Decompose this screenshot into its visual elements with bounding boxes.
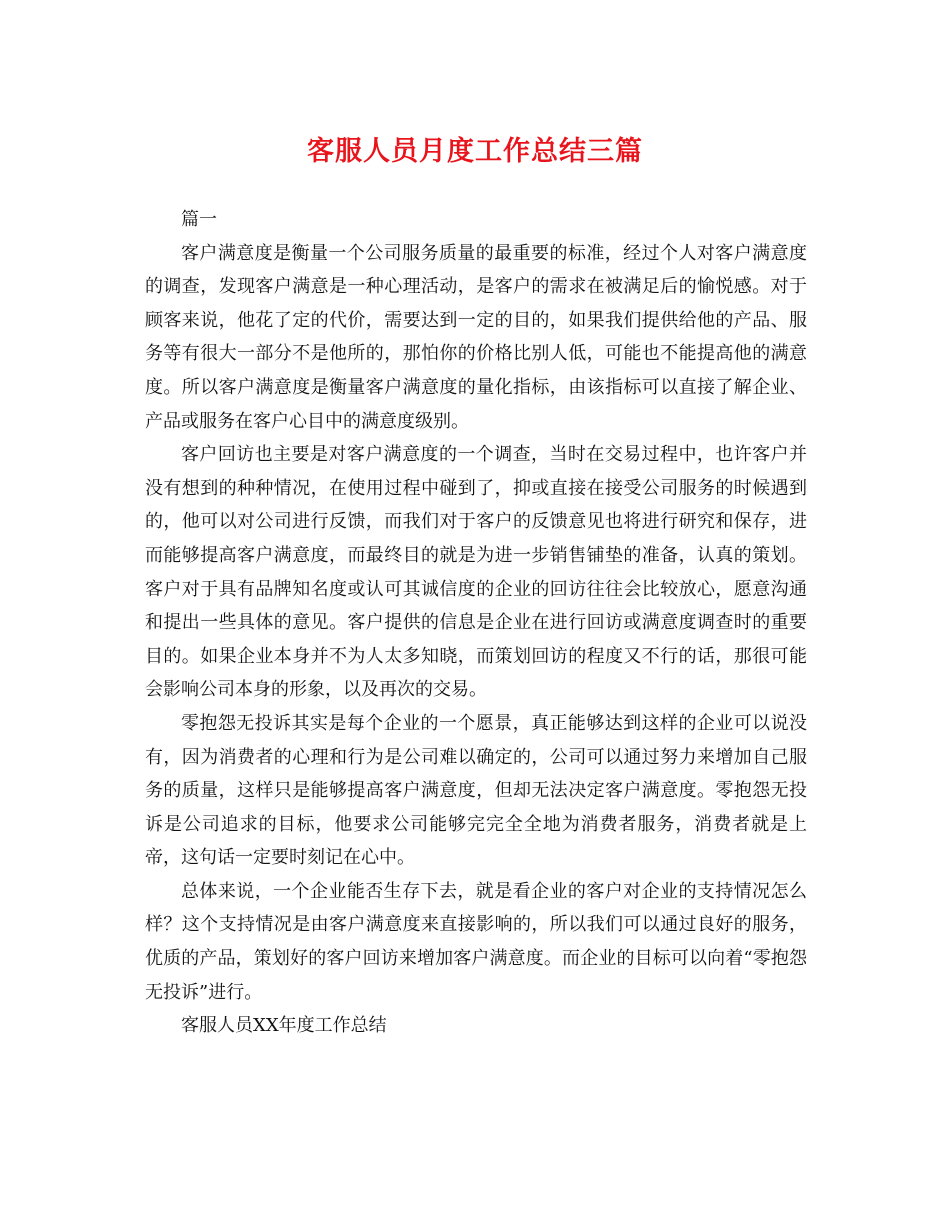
section-heading: 客服人员XX年度工作总结	[181, 1015, 387, 1037]
document-body	[145, 203, 807, 1043]
paragraph: 客户满意度是衡量一个公司服务质量的最重要的标准，经过个人对客户满意度的调查，发现客户满意是一种心理活动，是客户的需求在被满足后的愉悦感。对于顾客来说，他花了定的代价，需要达到一定的目的，如果我们提供给他的产品、服务等有很大一部分不是他所的，那怕你的价格比别人低，可能也不能提高他的满意度。所以客户满意度是衡量客户满意度的量化指标，由该指标可以直接了解企业、产品或服务在客户心目中的满意度级别。	[145, 242, 807, 432]
section-label: 篇一	[181, 209, 217, 230]
paragraph: 客户回访也主要是对客户满意度的一个调查，当时在交易过程中，也许客户并没有想到的种种情况，在使用过程中碰到了，抑或直接在接受公司服务的时候遇到的，他可以对公司进行反馈，而我们对于客户的反馈意见也将进行研究和保存，进而能够提高客户满意度，而最终目的就是为进一步销售铺垫的准备，认真的策划。客户对于具有品牌知名度或认可其诚信度的企业的回访往往会比较放心，愿意沟通和提出一些具体的意见。客户提供的信息是企业在进行回访或满意度调查时的重要目的。如果企业本身并不为人太多知晓，而策划回访的程度又不行的话，那很可能会影响公司本身的形象，以及再次的交易。	[145, 444, 807, 701]
document-title: 客服人员月度工作总结三篇	[307, 136, 643, 167]
paragraph: 总体来说，一个企业能否生存下去，就是看企业的客户对企业的支持情况怎么样？这个支持情况是由客户满意度来直接影响的，所以我们可以通过良好的服务，优质的产品，策划好的客户回访来增加客户满意度。而企业的目标可以向着“零抱怨无投诉”进行。	[145, 880, 807, 1003]
paragraph: 零抱怨无投诉其实是每个企业的一个愿景，真正能够达到这样的企业可以说没有，因为消费者的心理和行为是公司难以确定的，公司可以通过努力来增加自己服务的质量，这样只是能够提高客户满意度，但却无法决定客户满意度。零抱怨无投诉是公司追求的目标，他要求公司能够完完全全地为消费者服务，消费者就是上帝，这句话一定要时刻记在心中。	[145, 712, 807, 869]
